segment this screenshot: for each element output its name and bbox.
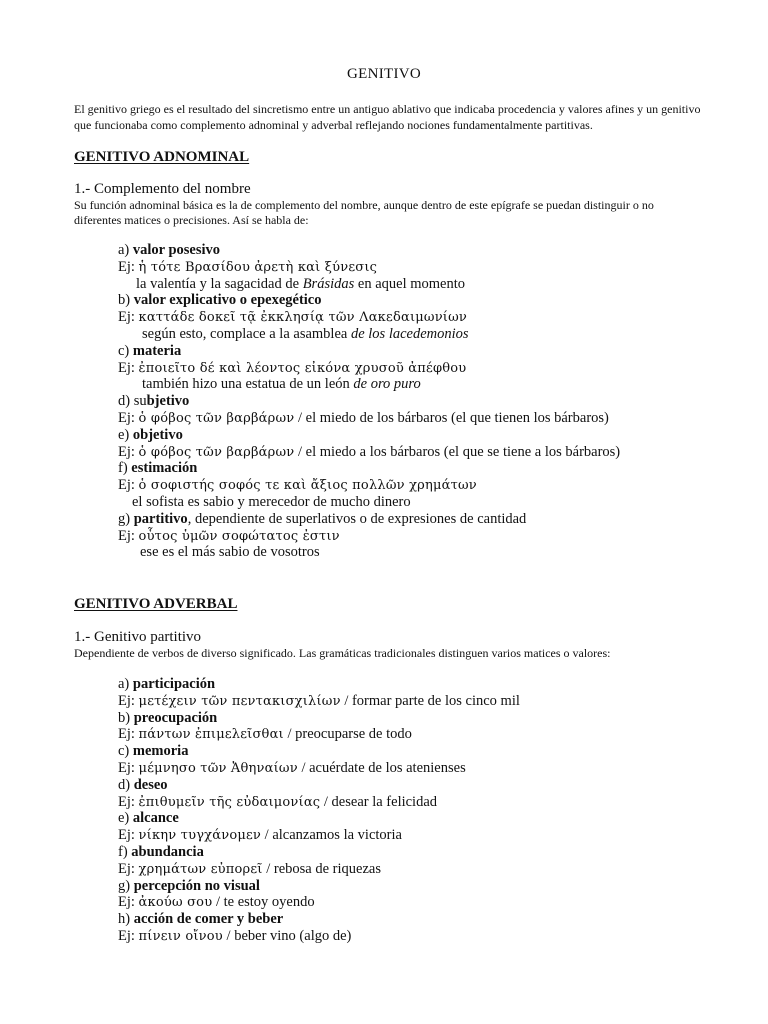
subheading-partitivo: 1.- Genitivo partitivo	[74, 629, 202, 645]
translation-text: / beber vino (algo de)	[222, 927, 352, 944]
item-letter: a)	[118, 242, 130, 258]
translation-text: según esto, complace a la asamblea	[142, 325, 348, 342]
list-item	[118, 427, 718, 444]
item-label: deseo	[133, 776, 168, 793]
example-line	[118, 693, 718, 710]
item-label-rest: , dependiente de superlativos o de expresiones de cantidad	[187, 510, 527, 527]
item-label: preocupación	[133, 709, 218, 726]
item-label: partitivo	[133, 510, 188, 527]
item-letter: h)	[118, 911, 131, 928]
translation-italic: de los lacedemonios	[350, 325, 469, 342]
item-label: abundancia	[131, 843, 204, 860]
list-item	[118, 511, 718, 528]
translation-line	[118, 544, 718, 561]
item-label: memoria	[132, 743, 189, 760]
translation-text: / te estoy oyendo	[212, 894, 315, 911]
ej-label: Ej:	[118, 258, 135, 275]
greek-text: ἀκούω σου	[138, 895, 213, 911]
page-title: GENITIVO	[346, 66, 422, 82]
translation-text: / formar parte de los cinco mil	[340, 692, 520, 709]
translation-text: / acuérdate de los atenienses	[297, 759, 466, 776]
item-letter: d)	[118, 776, 131, 793]
item-label: materia	[132, 342, 182, 359]
list-item	[118, 810, 718, 827]
item-label: valor explicativo o epexegético	[133, 292, 322, 309]
ej-label: Ej:	[118, 793, 135, 810]
item-label: valor posesivo	[132, 242, 221, 258]
section-heading-adverbal: GENITIVO ADVERBAL	[74, 596, 238, 612]
item-letter: b)	[118, 292, 131, 309]
greek-text: ὁ φόβος τῶν βαρβάρων	[138, 444, 295, 460]
list-item	[118, 844, 718, 861]
list-item	[118, 460, 718, 477]
ej-label: Ej:	[118, 759, 135, 776]
ej-label: Ej:	[118, 527, 135, 544]
ej-label: Ej:	[118, 409, 135, 426]
item-letter: c)	[118, 743, 130, 760]
item-label: alcance	[132, 810, 179, 827]
greek-text: ὁ σοφιστής σοφός τε καὶ ἄξιος πολλῶν χρημάτων	[138, 478, 477, 494]
example-line	[118, 760, 718, 777]
ej-label: Ej:	[118, 309, 135, 326]
list-item	[118, 343, 718, 360]
item-letter: b)	[118, 709, 131, 726]
translation-italic: de oro puro	[353, 376, 421, 393]
section-heading-adnominal: GENITIVO ADNOMINAL	[74, 149, 250, 165]
greek-text: ὁ φόβος τῶν βαρβάρων	[138, 410, 295, 426]
item-letter: g)	[118, 877, 131, 894]
list-item	[118, 743, 718, 760]
list-item	[118, 393, 718, 410]
list-item	[118, 878, 718, 895]
item-letter: e)	[118, 426, 130, 443]
greek-text: οὗτος ὑμῶν σοφώτατος ἐστιν	[138, 528, 340, 544]
item-letter: f)	[118, 460, 128, 477]
example-line	[118, 477, 718, 494]
item-letter: e)	[118, 810, 130, 827]
greek-text: καττάδε δοκεῖ τᾷ ἐκκλησίᾳ τῶν Λακεδαιμωνίων	[138, 310, 467, 326]
translation-text: el sofista es sabio y merecedor de mucho dinero	[132, 493, 411, 510]
translation-text: / rebosa de riquezas	[262, 860, 381, 877]
list-adverbal	[118, 676, 718, 945]
list-adnominal	[118, 242, 718, 561]
item-letter: a)	[118, 676, 130, 692]
example-line	[118, 309, 718, 326]
item-label: participación	[132, 676, 216, 692]
subheading-complemento: 1.- Complemento del nombre	[74, 181, 251, 197]
example-line	[118, 726, 718, 743]
translation-text: también hizo una estatua de un león	[142, 376, 350, 393]
translation-italic: Brásidas	[302, 275, 355, 292]
translation-text: / el miedo de los bárbaros (el que tienen los bárbaros)	[294, 409, 609, 426]
ej-label: Ej:	[118, 692, 135, 709]
example-line	[118, 410, 718, 427]
greek-text: πίνειν οἴνου	[138, 928, 223, 944]
item-letter: d) su	[118, 393, 147, 410]
list-item	[118, 292, 718, 309]
translation-text: / alcanzamos la victoria	[261, 827, 402, 844]
translation-text: la valentía y la sagacidad de	[136, 275, 300, 292]
example-line	[118, 861, 718, 878]
ej-label: Ej:	[118, 894, 135, 911]
item-letter: g)	[118, 510, 131, 527]
ej-label: Ej:	[118, 477, 135, 494]
example-line	[118, 928, 718, 945]
greek-text: πάντων ἐπιμελεῖσθαι	[138, 727, 284, 743]
translation-text: / el miedo a los bárbaros (el que se tiene a los bárbaros)	[294, 443, 621, 460]
translation-line	[118, 376, 718, 393]
example-line	[118, 444, 718, 461]
example-line	[118, 360, 718, 377]
item-letter: f)	[118, 843, 128, 860]
item-label: objetivo	[132, 426, 183, 443]
ej-label: Ej:	[118, 827, 135, 844]
translation-end: en aquel momento	[357, 275, 465, 292]
ej-label: Ej:	[118, 359, 135, 376]
list-item	[118, 676, 718, 693]
list-item	[118, 911, 718, 928]
ej-label: Ej:	[118, 726, 135, 743]
ej-label: Ej:	[118, 443, 135, 460]
item-label: acción de comer y beber	[133, 911, 284, 928]
ej-label: Ej:	[118, 927, 135, 944]
example-line	[118, 894, 718, 911]
greek-text: μετέχειν τῶν πεντακισχιλίων	[138, 693, 341, 709]
intro-paragraph: El genitivo griego es el resultado del sincretismo entre un antiguo ablativo que indicaba procedencia y valores afines y un genitivo que funcionaba como complemento adnominal y adverbal reflejando nociones fundamentalmente partitivas.	[74, 102, 701, 132]
example-line	[118, 528, 718, 545]
translation-text: / desear la felicidad	[320, 793, 438, 810]
translation-text: ese es el más sabio de vosotros	[140, 544, 320, 561]
description-adverbal: Dependiente de verbos de diverso significado. Las gramáticas tradicionales distinguen varios matices o valores:	[74, 646, 611, 660]
description-adnominal: Su función adnominal básica es la de complemento del nombre, aunque dentro de este epígrafe se puedan distinguir o no diferentes matices o precisiones. Así se habla de:	[74, 198, 654, 227]
list-item	[118, 242, 718, 259]
greek-text: μέμνησο τῶν Ἀθηναίων	[138, 760, 298, 776]
greek-text: ἐποιεῖτο δέ καὶ λέοντος εἰκόνα χρυσοῦ ἀπέφθου	[138, 360, 467, 376]
greek-text: νίκην τυγχάνομεν	[138, 828, 262, 844]
item-label: percepción no visual	[133, 877, 260, 894]
list-item	[118, 710, 718, 727]
greek-text: ἡ τότε Βρασίδου ἀρετὴ καὶ ξύνεσις	[138, 259, 378, 275]
example-line	[118, 827, 718, 844]
list-item	[118, 777, 718, 794]
translation-line	[118, 494, 718, 511]
greek-text: χρημάτων εὐπορεῖ	[138, 861, 263, 877]
example-line	[118, 794, 718, 811]
greek-text: ἐπιθυμεῖν τῆς εὐδαιμονίας	[138, 794, 321, 810]
example-line	[118, 259, 718, 276]
item-letter: c)	[118, 342, 130, 359]
item-label: estimación	[131, 460, 198, 477]
translation-line	[118, 326, 718, 343]
translation-line	[118, 276, 718, 293]
item-label: bjetivo	[146, 393, 190, 410]
ej-label: Ej:	[118, 860, 135, 877]
translation-text: / preocuparse de todo	[283, 726, 412, 743]
